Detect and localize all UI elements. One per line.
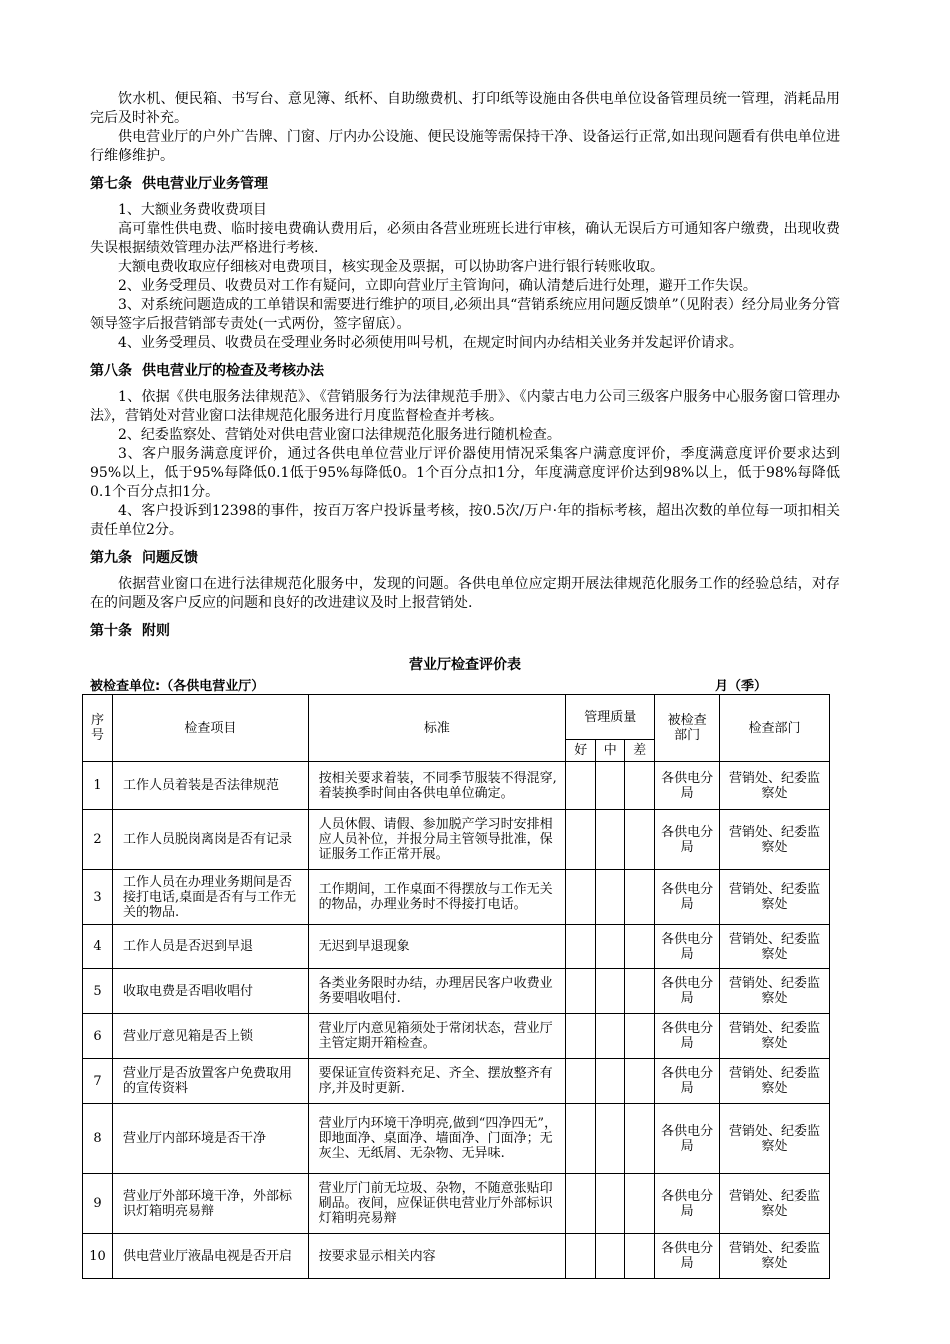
row-poor[interactable]: [625, 969, 655, 1014]
header-quality: 管理质量: [566, 695, 655, 740]
row-seq: 4: [83, 925, 113, 969]
row-item: 工作人员在办理业务期间是否接打电话,桌面是否有与工作无关的物品.: [112, 870, 308, 925]
row-seq: 8: [83, 1104, 113, 1174]
row-checking-dept: 营销处、纪委监察处: [720, 1014, 830, 1059]
section-title: 附则: [142, 623, 170, 639]
header-seq: 序号: [83, 695, 113, 762]
row-standard: 营业厅门前无垃圾、杂物，不随意张贴印刷品。夜间，应保证供电营业厅外部标识灯箱明亮易辩: [308, 1174, 566, 1234]
row-checking-dept: 营销处、纪委监察处: [720, 810, 830, 870]
row-item: 工作人员脱岗离岗是否有记录: [112, 810, 308, 870]
header-checking-dept: 检查部门: [720, 695, 830, 762]
header-medium: 中: [596, 740, 625, 762]
section-number: 第十条: [90, 623, 132, 639]
row-good[interactable]: [566, 925, 596, 969]
row-standard: 人员休假、请假、参加脱产学习时安排相应人员补位，并报分局主管领导批准，保证服务工作正常开展。: [308, 810, 566, 870]
row-poor[interactable]: [625, 762, 655, 810]
row-standard: 营业厅内意见箱须处于常闭状态，营业厅主管定期开箱检查。: [308, 1014, 566, 1059]
row-poor[interactable]: [625, 1234, 655, 1279]
paragraph: 3、对系统问题造成的工单错误和需要进行维护的项目,必须出具“营销系统应用问题反馈单”（见附表）经分局业务分管领导签字后报营销部专责处(一式两份，签字留底）。: [90, 297, 840, 332]
paragraph: 2、业务受理员、收费员对工作有疑问，立即向营业厅主管询问，确认清楚后进行处理，避开工作失误。: [118, 278, 757, 294]
row-standard: 按相关要求着装，不同季节服装不得混穿,着装换季时间由各供电单位确定。: [308, 762, 566, 810]
row-standard: 无迟到早退现象: [308, 925, 566, 969]
section-number: 第八条: [90, 363, 132, 379]
row-seq: 9: [83, 1174, 113, 1234]
row-seq: 5: [83, 969, 113, 1014]
row-standard: 按要求显示相关内容: [308, 1234, 566, 1279]
row-seq: 10: [83, 1234, 113, 1279]
paragraph: 4、客户投诉到12398的事件，按百万客户投诉量考核，按0.5次/万户·年的指标考核，超出次数的单位每一项扣相关责任单位2分。: [90, 503, 840, 538]
form-title: 营业厅检查评价表: [409, 657, 521, 673]
header-inspected-dept: 被检查部门: [655, 695, 720, 762]
row-good[interactable]: [566, 969, 596, 1014]
section-number: 第九条: [90, 550, 132, 566]
row-item: 营业厅是否放置客户免费取用的宣传资料: [112, 1059, 308, 1104]
paragraph: 大额电费收取应仔细核对电费项目，核实现金及票据，可以协助客户进行银行转账收取。: [118, 259, 664, 275]
paragraph: 饮水机、便民箱、书写台、意见簿、纸杯、自助缴费机、打印纸等设施由各供电单位设备管理员统一管理，消耗品用完后及时补充。: [90, 91, 840, 126]
paragraph: 4、业务受理员、收费员在受理业务时必须使用叫号机，在规定时间内办结相关业务并发起评价请求。: [118, 335, 743, 351]
section-heading: [90, 622, 840, 641]
row-poor[interactable]: [625, 925, 655, 969]
row-item: 工作人员着装是否法律规范: [112, 762, 308, 810]
row-medium[interactable]: [596, 870, 625, 925]
row-item: 收取电费是否唱收唱付: [112, 969, 308, 1014]
row-checking-dept: 营销处、纪委监察处: [720, 1104, 830, 1174]
row-inspected-dept: 各供电分局: [655, 1059, 720, 1104]
header-item: 检查项目: [112, 695, 308, 762]
row-inspected-dept: 各供电分局: [655, 1174, 720, 1234]
paragraph: 依据营业窗口在进行法律规范化服务中，发现的问题。各供电单位应定期开展法律规范化服务工作的经验总结，对存在的问题及客户反应的问题和良好的改进建议及时上报营销处.: [90, 576, 840, 611]
row-good[interactable]: [566, 1104, 596, 1174]
row-item: 营业厅内部环境是否干净: [112, 1104, 308, 1174]
row-standard: 工作期间，工作桌面不得摆放与工作无关的物品，办理业务时不得接打电话。: [308, 870, 566, 925]
row-medium[interactable]: [596, 1234, 625, 1279]
row-checking-dept: 营销处、纪委监察处: [720, 1059, 830, 1104]
row-inspected-dept: 各供电分局: [655, 870, 720, 925]
header-good: 好: [566, 740, 596, 762]
paragraph: 3、客户服务满意度评价，通过各供电单位营业厅评价器使用情况采集客户满意度评价，季度满意度评价要求达到95%以上，低于95%每降低0.1低于95%每降低0。1个百分点扣1分，年度满意度评价达到98%以上，低于98%每降低0.1个百分点扣1分。: [90, 446, 840, 500]
row-medium[interactable]: [596, 969, 625, 1014]
paragraph: 供电营业厅的户外广告牌、门窗、厅内办公设施、便民设施等需保持干净、设备运行正常,如出现问题看有供电单位进行维修维护。: [90, 129, 840, 164]
paragraph: 高可靠性供电费、临时接电费确认费用后，必须由各营业班班长进行审核，确认无误后方可通知客户缴费，出现收费失误根据绩效管理办法严格进行考核.: [90, 221, 840, 256]
section-heading: [90, 175, 840, 194]
row-seq: 1: [83, 762, 113, 810]
row-medium[interactable]: [596, 1014, 625, 1059]
row-item: 营业厅外部环境干净，外部标识灯箱明亮易辩: [112, 1174, 308, 1234]
section-heading: [90, 362, 840, 381]
row-good[interactable]: [566, 1059, 596, 1104]
row-standard: 各类业务限时办结，办理居民客户收费业务要唱收唱付.: [308, 969, 566, 1014]
row-checking-dept: 营销处、纪委监察处: [720, 925, 830, 969]
row-checking-dept: 营销处、纪委监察处: [720, 1234, 830, 1279]
row-medium[interactable]: [596, 810, 625, 870]
table-row: [83, 1234, 830, 1279]
row-medium[interactable]: [596, 1174, 625, 1234]
table-row: [83, 1014, 830, 1059]
row-poor[interactable]: [625, 1059, 655, 1104]
row-good[interactable]: [566, 870, 596, 925]
row-inspected-dept: 各供电分局: [655, 969, 720, 1014]
row-checking-dept: 营销处、纪委监察处: [720, 1174, 830, 1234]
row-seq: 6: [83, 1014, 113, 1059]
table-row: [83, 1174, 830, 1234]
row-standard: 营业厅内环境干净明亮,做到“四净四无”，即地面净、桌面净、墙面净、门面净；无灰尘、无纸屑、无杂物、无异味.: [308, 1104, 566, 1174]
table-row: [83, 925, 830, 969]
paragraph: 1、依据《供电服务法律规范》、《营销服务行为法律规范手册》、《内蒙古电力公司三级客户服务中心服务窗口管理办法》，营销处对营业窗口法律规范化服务进行月度监督检查并考核。: [90, 389, 840, 424]
row-poor[interactable]: [625, 1014, 655, 1059]
paragraph: 1、大额业务费收费项目: [118, 202, 267, 218]
row-good[interactable]: [566, 1014, 596, 1059]
section-number: 第七条: [90, 176, 132, 192]
row-good[interactable]: [566, 810, 596, 870]
row-inspected-dept: 各供电分局: [655, 762, 720, 810]
row-checking-dept: 营销处、纪委监察处: [720, 969, 830, 1014]
header-standard: 标准: [308, 695, 566, 762]
row-inspected-dept: 各供电分局: [655, 1014, 720, 1059]
row-seq: 7: [83, 1059, 113, 1104]
row-inspected-dept: 各供电分局: [655, 925, 720, 969]
row-item: 工作人员是否迟到早退: [112, 925, 308, 969]
section-heading: [90, 549, 840, 568]
row-checking-dept: 营销处、纪委监察处: [720, 870, 830, 925]
row-inspected-dept: 各供电分局: [655, 810, 720, 870]
table-row: [83, 969, 830, 1014]
row-inspected-dept: 各供电分局: [655, 1104, 720, 1174]
row-medium[interactable]: [596, 925, 625, 969]
section-title: 问题反馈: [142, 550, 198, 566]
row-poor[interactable]: [625, 870, 655, 925]
table-row: [83, 810, 830, 870]
inspection-table: [82, 694, 830, 1279]
paragraph: 2、纪委监察处、营销处对供电营业窗口法律规范化服务进行随机检查。: [118, 427, 561, 443]
row-good[interactable]: [566, 762, 596, 810]
row-medium[interactable]: [596, 762, 625, 810]
row-checking-dept: 营销处、纪委监察处: [720, 762, 830, 810]
row-item: 营业厅意见箱是否上锁: [112, 1014, 308, 1059]
header-poor: 差: [625, 740, 655, 762]
row-item: 供电营业厅液晶电视是否开启: [112, 1234, 308, 1279]
row-poor[interactable]: [625, 810, 655, 870]
table-row: [83, 762, 830, 810]
row-medium[interactable]: [596, 1104, 625, 1174]
form-meta: [90, 675, 840, 694]
row-poor[interactable]: [625, 1104, 655, 1174]
period-label: 月（季）: [715, 679, 768, 694]
row-poor[interactable]: [625, 1174, 655, 1234]
row-seq: 2: [83, 810, 113, 870]
table-row: [83, 1059, 830, 1104]
row-medium[interactable]: [596, 1059, 625, 1104]
row-good[interactable]: [566, 1174, 596, 1234]
row-standard: 要保证宣传资料充足、齐全、摆放整齐有序,并及时更新.: [308, 1059, 566, 1104]
table-row: [83, 1104, 830, 1174]
row-seq: 3: [83, 870, 113, 925]
body-text: [90, 90, 840, 648]
table-row: [83, 870, 830, 925]
row-good[interactable]: [566, 1234, 596, 1279]
section-title: 供电营业厅的检查及考核办法: [142, 363, 324, 379]
row-inspected-dept: 各供电分局: [655, 1234, 720, 1279]
inspected-unit-label: 被检查单位:（各供电营业厅）: [90, 679, 265, 694]
section-title: 供电营业厅业务管理: [142, 176, 268, 192]
